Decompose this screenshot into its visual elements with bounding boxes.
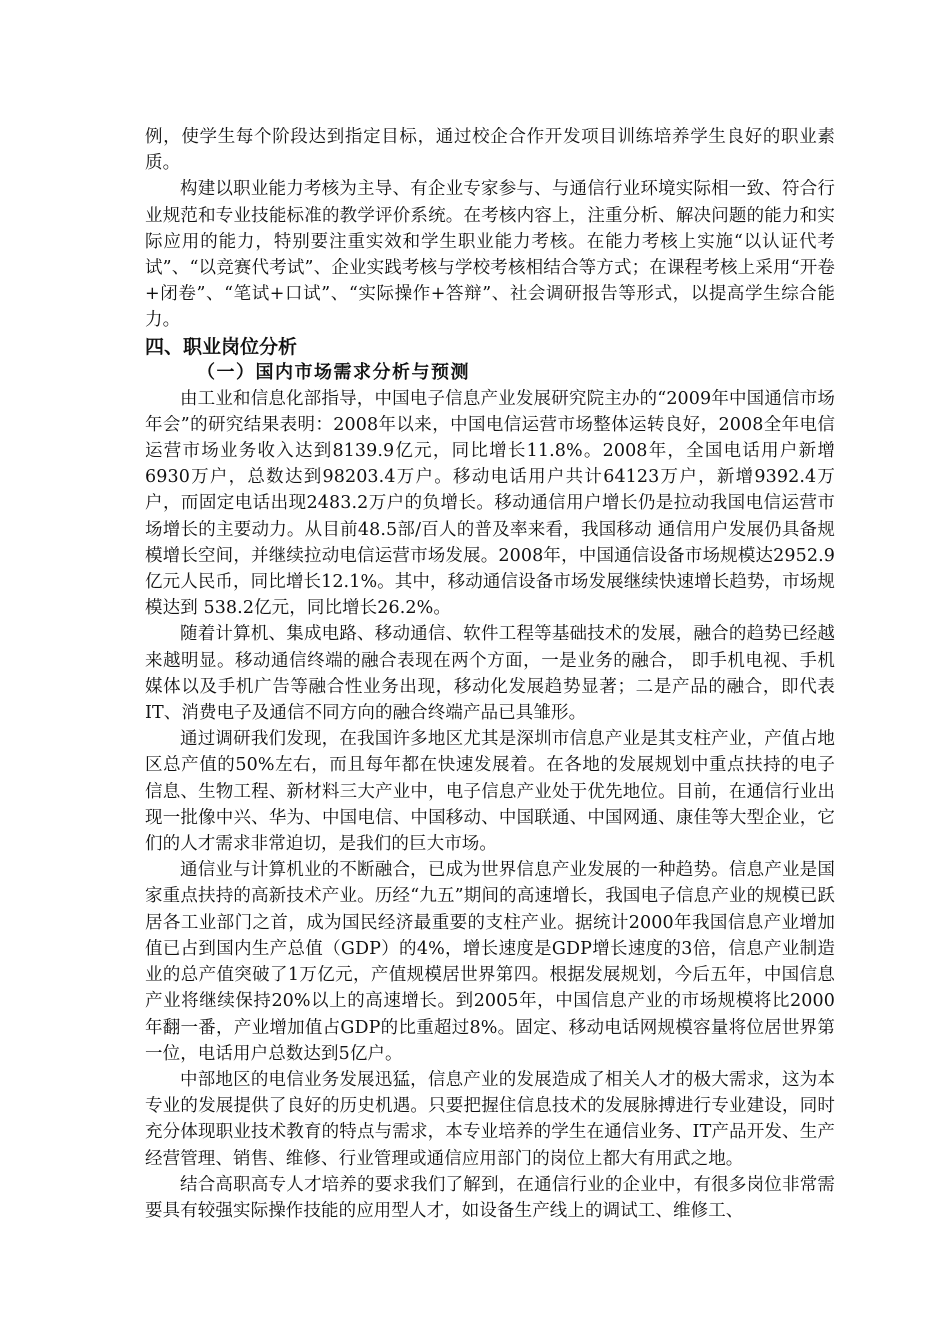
paragraph-talent-demand: 结合高职高专人才培养的要求我们了解到，在通信行业的企业中，有很多岗位非常需要具有较强实际操作技能的应用型人才，如设备生产线上的调试工、维修工、 [145, 1174, 835, 1221]
document-page [145, 124, 835, 1224]
paragraph-evaluation-system: 构建以职业能力考核为主导、有企业专家参与、与通信行业环境实际相一致、符合行业规范和专业技能标准的教学评价系统。在考核内容上，注重分析、解决问题的能力和实际应用的能力，特别要注重实效和学生职业能力考核。在能力考核上实施“以认证代考试”、“以竞赛代考试”、企业实践考核与学校考核相结合等方式；在课程考核上采用“开卷+闭卷”、“笔试+口试”、“实际操作+答辩”、社会调研报告等形式，以提高学生综合能力。 [145, 179, 835, 331]
paragraph-market-report: 由工业和信息化部指导，中国电子信息产业发展研究院主办的“2009年中国通信市场年会”的研究结果表明：2008年以来，中国电信运营市场整体运转良好，2008全年电信运营市场业务收入达到8139.9亿元，同比增长11.8%。2008年，全国电话用户新增6930万户，总数达到98203.4万户。移动电话用户共计64123万户，新增9392.4万 户，而固定电话出现2483.2万户的负增长。移动通信用户增长仍是拉动我国电信运营市场增长的主要动力。从目前48.5部/百人的普及率来看，我国移动 通信用户发展仍具备规模增长空间，并继续拉动电信运营市场发展。2008年，中国通信设备市场规模达2952.9亿元人民币，同比增长12.1%。其中，移动通信设备市场发展继续快速增长趋势，市场规模达到 538.2亿元，同比增长26.2%。 [145, 388, 835, 619]
paragraph-survey-findings: 通过调研我们发现，在我国许多地区尤其是深圳市信息产业是其支柱产业，产值占地区总产值的50%左右，而且每年都在快速发展着。在各地的发展规划中重点扶持的电子信息、生物工程、新材料三大产业中，电子信息产业处于优先地位。目前，在通信行业出现一批像中兴、华为、中国电信、中国移动、中国联通、中国网通、康佳等大型企业，它们的人才需求非常迫切，是我们的巨大市场。 [145, 729, 835, 855]
paragraph-continuation: 例，使学生每个阶段达到指定目标，通过校企合作开发项目训练培养学生良好的职业素质。 [145, 127, 835, 174]
section-heading: 四、职业岗位分析 [145, 335, 298, 358]
sub-heading: （一）国内市场需求分析与预测 [197, 361, 470, 383]
paragraph-industry-growth: 通信业与计算机业的不断融合，已成为世界信息产业发展的一种趋势。信息产业是国家重点扶持的高新技术产业。历经“九五”期间的高速增长，我国电子信息产业的规模已跃居各工业部门之首，成为国民经济最重要的支柱产业。据统计2000年我国信息产业增加值已占到国内生产总值（GDP）的4%，增长速度是GDP增长速度的3倍，信息产业制造业的总产值突破了1万亿元，产值规模居世界第四。根据发展规划，今后五年，中国信息产业将继续保持20%以上的高速增长。到2005年，中国信息产业的市场规模将比2000年翻一番，产业增加值占GDP的比重超过8%。固定、移动电话网规模容量将位居世界第一位，电话用户总数达到5亿户。 [145, 860, 835, 1064]
paragraph-convergence-trend: 随着计算机、集成电路、移动通信、软件工程等基础技术的发展，融合的趋势已经越来越明显。移动通信终端的融合表现在两个方面，一是业务的融合， 即手机电视、手机媒体以及手机广告等融合性业务出现，移动化发展趋势显著；二是产品的融合，即代表IT、消费电子及通信不同方向的融合终端产品已具雏形。 [145, 624, 835, 724]
paragraph-central-region: 中部地区的电信业务发展迅猛，信息产业的发展造成了相关人才的极大需求，这为本专业的发展提供了良好的历史机遇。只要把握住信息技术的发展脉搏进行专业建设，同时充分体现职业技术教育的特点与需求，本专业培养的学生在通信业务、IT产品开发、生产经营管理、销售、维修、行业管理或通信应用部门的岗位上都大有用武之地。 [145, 1069, 835, 1169]
